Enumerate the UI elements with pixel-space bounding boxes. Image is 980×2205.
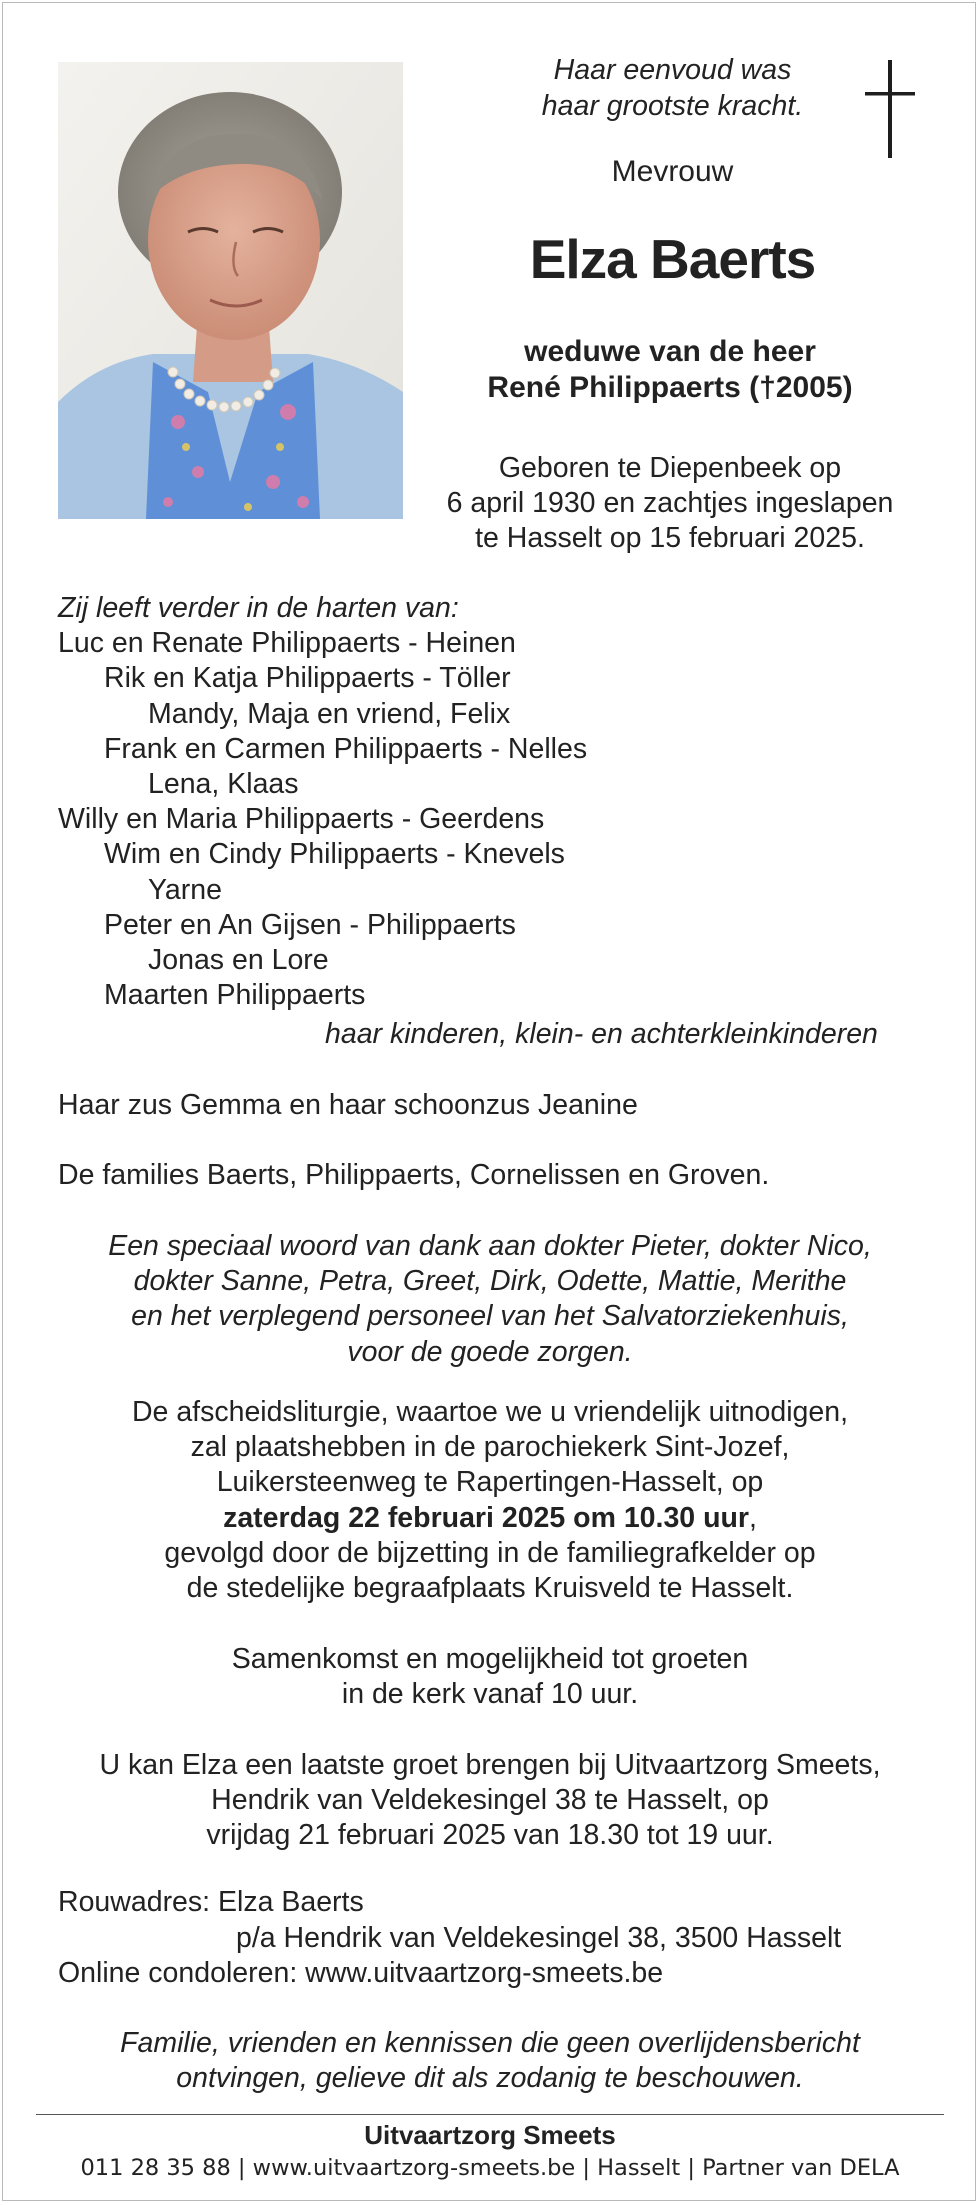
thanks-line: en het verplegend personeel van het Salvatorziekenhuis,: [131, 1300, 849, 1333]
liturgy-date-after: ,: [748, 1501, 757, 1534]
meeting-line: Samenkomst en mogelijkheid tot groeten: [231, 1643, 749, 1675]
notice-block: [40, 2026, 940, 2096]
family-item: Rik en Katja Philippaerts - Töller: [104, 662, 511, 695]
family-list: [58, 591, 587, 1013]
motto-line: Haar eenvoud was: [553, 54, 792, 86]
spouse-line: René Philippaerts (†2005): [487, 371, 853, 404]
motto-line: haar grootste kracht.: [541, 90, 804, 122]
condolence-link[interactable]: Online condoleren: www.uitvaartzorg-smeets.be: [58, 1957, 664, 1989]
visit-line: U kan Elza een laatste groet brengen bij Uitvaartzorg Smeets,: [99, 1749, 881, 1781]
address-block: [58, 1885, 918, 1992]
address-line: p/a Hendrik van Veldekesingel 38, 3500 Hasselt: [236, 1921, 842, 1954]
family-item: Mandy, Maja en vriend, Felix: [148, 697, 511, 730]
deceased-name: Elza Baerts: [529, 228, 816, 290]
notice-line: Familie, vrienden en kennissen die geen overlijdensbericht: [120, 2027, 860, 2059]
footer-divider: [36, 2114, 944, 2115]
sister-line: Haar zus Gemma en haar schoonzus Jeanine: [58, 1089, 638, 1121]
family-item: Wim en Cindy Philippaerts - Knevels: [104, 838, 565, 871]
family-item: Lena, Klaas: [148, 768, 299, 801]
liturgy-line: zal plaatshebben in de parochiekerk Sint-Jozef,: [190, 1431, 790, 1464]
hearts-intro: Zij leeft verder in de harten van:: [58, 592, 459, 624]
family-item: Luc en Renate Philippaerts - Heinen: [58, 627, 516, 660]
spouse-line: weduwe van de heer: [524, 335, 816, 368]
motto: [490, 52, 855, 124]
family-item: Maarten Philippaerts: [104, 979, 366, 1012]
salutation: Mevrouw: [611, 155, 734, 188]
liturgy-date: [40, 1501, 940, 1536]
liturgy-line: gevolgd door de bijzetting in de familiegrafkelder op: [164, 1536, 816, 1569]
born-line: Geboren te Diepenbeek op: [498, 452, 842, 484]
visit-line: Hendrik van Veldekesingel 38 te Hasselt, op: [211, 1784, 769, 1817]
portrait-photo: [58, 62, 403, 519]
spouse-info: [420, 334, 920, 406]
relation-line: haar kinderen, klein- en achterkleinkinderen: [325, 1018, 878, 1050]
liturgy-line: De afscheidsliturgie, waartoe we u vriendelijk uitnodigen,: [131, 1396, 849, 1428]
meeting-line: in de kerk vanaf 10 uur.: [341, 1678, 639, 1711]
thanks-line: Een speciaal woord van dank aan dokter Pieter, dokter Nico,: [108, 1230, 872, 1262]
family-item: Frank en Carmen Philippaerts - Nelles: [104, 732, 588, 765]
birth-death-info: [410, 451, 930, 556]
liturgy-date-bold: zaterdag 22 februari 2025 om 10.30 uur: [223, 1501, 749, 1534]
liturgy-block: [40, 1395, 940, 1606]
notice-line: ontvingen, gelieve dit als zodanig te beschouwen.: [176, 2062, 804, 2095]
meeting-block: [40, 1642, 940, 1712]
thanks-line: dokter Sanne, Petra, Greet, Dirk, Odette, Mattie, Merithe: [133, 1265, 847, 1298]
born-line: te Hasselt op 15 februari 2025.: [475, 522, 865, 554]
thanks-line: voor de goede zorgen.: [347, 1335, 633, 1368]
visit-line: vrijdag 21 februari 2025 van 18.30 tot 19 uur.: [206, 1819, 774, 1852]
family-item: Peter en An Gijsen - Philippaerts: [104, 908, 516, 941]
cross-icon: [862, 60, 920, 160]
footer-info: 011 28 35 88 | www.uitvaartzorg-smeets.be | Hasselt | Partner van DELA: [80, 2155, 900, 2181]
born-line: 6 april 1930 en zachtjes ingeslapen: [446, 487, 894, 519]
footer-title: Uitvaartzorg Smeets: [364, 2120, 616, 2150]
families-line: De families Baerts, Philippaerts, Cornelissen en Groven.: [58, 1159, 770, 1191]
liturgy-line: de stedelijke begraafplaats Kruisveld te Hasselt.: [186, 1572, 794, 1605]
liturgy-line: Luikersteenweg te Rapertingen-Hasselt, op: [216, 1466, 764, 1499]
address-line: Rouwadres: Elza Baerts: [58, 1886, 364, 1918]
thanks-block: [40, 1229, 940, 1370]
family-item: Willy en Maria Philippaerts - Geerdens: [58, 803, 545, 836]
family-item: Jonas en Lore: [148, 944, 329, 977]
visit-block: [40, 1748, 940, 1854]
family-item: Yarne: [148, 873, 222, 906]
